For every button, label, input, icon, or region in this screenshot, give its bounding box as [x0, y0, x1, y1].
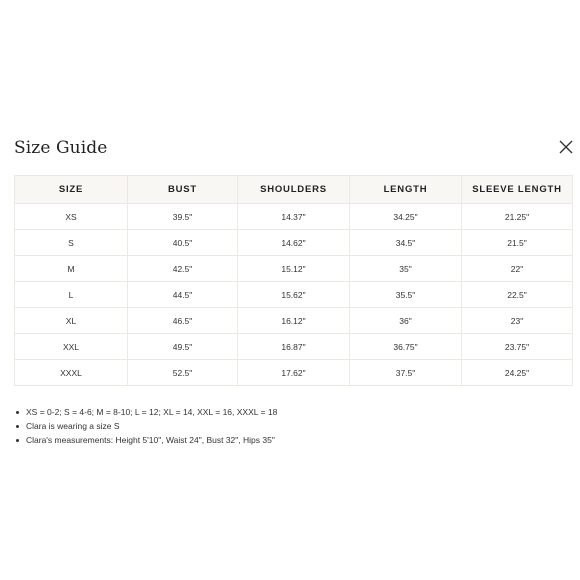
table-cell: 40.5": [128, 230, 238, 256]
table-cell: 35": [350, 256, 462, 282]
list-item: [14, 405, 277, 419]
column-header: SHOULDERS: [238, 176, 350, 204]
close-icon[interactable]: [556, 137, 576, 157]
column-header: SLEEVE LENGTH: [462, 176, 573, 204]
table-cell: L: [15, 282, 128, 308]
table-cell: 52.5": [128, 360, 238, 386]
list-item: [14, 433, 277, 447]
table-cell: XXXL: [15, 360, 128, 386]
table-cell: XS: [15, 204, 128, 230]
modal-title: Size Guide: [14, 138, 108, 158]
table-cell: 21.5": [462, 230, 573, 256]
column-header: BUST: [128, 176, 238, 204]
table-row: [15, 204, 573, 230]
note-text: Clara's measurements: Height 5'10", Waist 24", Bust 32", Hips 35": [26, 435, 275, 445]
table-cell: 17.62": [238, 360, 350, 386]
column-header: LENGTH: [350, 176, 462, 204]
table-cell: XL: [15, 308, 128, 334]
table-cell: 34.25": [350, 204, 462, 230]
table-cell: 22": [462, 256, 573, 282]
table-cell: 36.75": [350, 334, 462, 360]
table-cell: 23": [462, 308, 573, 334]
note-text: Clara is wearing a size S: [26, 421, 120, 431]
table-row: [15, 360, 573, 386]
table-cell: 49.5": [128, 334, 238, 360]
table-cell: 39.5": [128, 204, 238, 230]
bullet-icon: [16, 425, 19, 428]
table-cell: 23.75": [462, 334, 573, 360]
table-cell: 35.5": [350, 282, 462, 308]
table-row: [15, 230, 573, 256]
table-body: [15, 204, 573, 386]
table-row: [15, 334, 573, 360]
bullet-icon: [16, 439, 19, 442]
table-cell: 44.5": [128, 282, 238, 308]
bullet-icon: [16, 411, 19, 414]
table-cell: 21.25": [462, 204, 573, 230]
table-header-row: [15, 176, 573, 204]
table-cell: 14.62": [238, 230, 350, 256]
table-cell: 15.12": [238, 256, 350, 282]
table-row: [15, 308, 573, 334]
table-cell: 22.5": [462, 282, 573, 308]
table-cell: 42.5": [128, 256, 238, 282]
table-cell: 34.5": [350, 230, 462, 256]
table-cell: 36": [350, 308, 462, 334]
size-table: [14, 175, 573, 386]
note-text: XS = 0-2; S = 4-6; M = 8-10; L = 12; XL = 14, XXL = 16, XXXL = 18: [26, 407, 278, 417]
size-notes: [14, 405, 277, 447]
table-cell: XXL: [15, 334, 128, 360]
table-cell: 16.87": [238, 334, 350, 360]
table-cell: 24.25": [462, 360, 573, 386]
column-header: SIZE: [15, 176, 128, 204]
table-cell: S: [15, 230, 128, 256]
table-cell: 46.5": [128, 308, 238, 334]
table-cell: 14.37": [238, 204, 350, 230]
table-cell: 37.5": [350, 360, 462, 386]
table-cell: M: [15, 256, 128, 282]
list-item: [14, 419, 277, 433]
table-cell: 15.62": [238, 282, 350, 308]
table-row: [15, 282, 573, 308]
table-row: [15, 256, 573, 282]
table-cell: 16.12": [238, 308, 350, 334]
